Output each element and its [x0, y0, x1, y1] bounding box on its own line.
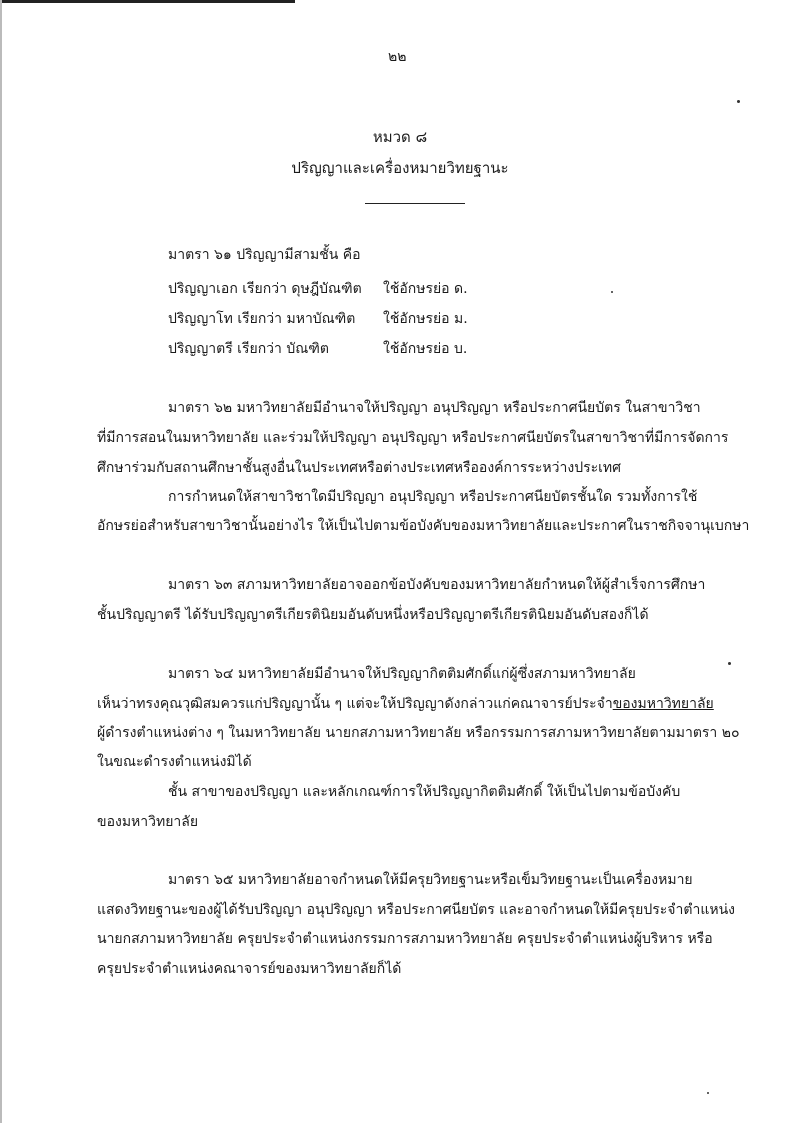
degree-doctor: ปริญญาเอก เรียกว่า ดุษฎีบัณฑิต: [168, 281, 362, 297]
degree-master: ปริญญาโท เรียกว่า มหาบัณฑิต: [168, 311, 356, 327]
section-64-line-3: ผู้ดำรงตำแหน่งต่าง ๆ ในมหาวิทยาลัย นายกสภามหาวิทยาลัย หรือกรรมการสภามหาวิทยาลัยตามมาตรา ๒๐: [97, 725, 740, 741]
section-64-line-2-text: เห็นว่าทรงคุณวุฒิสมควรแก่ปริญญานั้น ๆ แต่จะให้ปริญญาดังกล่าวแก่คณาจารย์ประจำ: [97, 696, 613, 712]
section-62-line-2: ที่มีการสอนในมหาวิทยาลัย และร่วมให้ปริญญา อนุปริญญา หรือประกาศนียบัตรในสาขาวิชาที่มีการจัดการ: [97, 430, 729, 446]
scan-speck: [728, 662, 731, 665]
section-62-line-1: มาตรา ๖๒ มหาวิทยาลัยมีอำนาจให้ปริญญา อนุปริญญา หรือประกาศนียบัตร ในสาขาวิชา: [168, 400, 701, 416]
abbr-master: ใช้อักษรย่อ ม.: [383, 311, 468, 327]
section-62-line-3: ศึกษาร่วมกับสถานศึกษาชั้นสูงอื่นในประเทศหรือต่างประเทศหรือองค์การระหว่างประเทศ: [97, 460, 622, 476]
abbr-doctor: ใช้อักษรย่อ ด.: [383, 281, 468, 297]
scan-speck: [737, 100, 740, 103]
section-65-line-4: ครุยประจำตำแหน่งคณาจารย์ของมหาวิทยาลัยก็ได้: [97, 961, 402, 977]
chapter-subtitle: ปริญญาและเครื่องหมายวิทยฐานะ: [291, 159, 509, 177]
section-63-line-2: ชั้นปริญญาตรี ได้รับปริญญาตรีเกียรตินิยมอันดับหนึ่งหรือปริญญาตรีเกียรตินิยมอันดับสองก็ได้: [97, 607, 649, 623]
title-divider: [365, 203, 465, 204]
degree-bachelor: ปริญญาตรี เรียกว่า บัณฑิต: [168, 341, 329, 357]
section-62-line-4: การกำหนดให้สาขาวิชาใดมีปริญญา อนุปริญญา หรือประกาศนียบัตรชั้นใด รวมทั้งการใช้: [168, 489, 698, 505]
section-64-line-1: มาตรา ๖๔ มหาวิทยาลัยมีอำนาจให้ปริญญากิตติมศักดิ์แก่ผู้ซึ่งสภามหาวิทยาลัย: [168, 666, 636, 682]
section-65-line-2: แสดงวิทยฐานะของผู้ได้รับปริญญา อนุปริญญา หรือประกาศนียบัตร และอาจกำหนดให้มีครุยประจำตำแหน่ง: [97, 902, 735, 918]
chapter-title: หมวด ๘: [372, 128, 428, 146]
section-64-line-5: ชั้น สาขาของปริญญา และหลักเกณฑ์การให้ปริญญากิตติมศักดิ์ ให้เป็นไปตามข้อบังคับ: [168, 784, 681, 800]
section-64-line-6: ของมหาวิทยาลัย: [97, 814, 199, 830]
page-number: ๒๒: [388, 49, 407, 65]
section-64-line-2-underlined: ของมหาวิทยาลัย: [612, 696, 714, 712]
section-62-line-5: อักษรย่อสำหรับสาขาวิชานั้นอย่างไร ให้เป็นไปตามข้อบังคับของมหาวิทยาลัยและประกาศในราชกิจจานุเบกษา: [97, 518, 750, 534]
section-63-line-1: มาตรา ๖๓ สภามหาวิทยาลัยอาจออกข้อบังคับของมหาวิทยาลัยกำหนดให้ผู้สำเร็จการศึกษา: [168, 577, 706, 593]
section-61-heading: มาตรา ๖๑ ปริญญามีสามชั้น คือ: [168, 247, 361, 263]
scan-speck: [707, 1092, 709, 1094]
abbr-bachelor: ใช้อักษรย่อ บ.: [383, 341, 468, 357]
scan-speck: [611, 291, 613, 293]
section-64-line-2: [97, 694, 714, 714]
section-64-line-4: ในขณะดำรงตำแหน่งมิได้: [97, 754, 252, 770]
section-65-line-1: มาตรา ๖๕ มหาวิทยาลัยอาจกำหนดให้มีครุยวิทยฐานะหรือเข็มวิทยฐานะเป็นเครื่องหมาย: [168, 872, 693, 888]
section-65-line-3: นายกสภามหาวิทยาลัย ครุยประจำตำแหน่งกรรมการสภามหาวิทยาลัย ครุยประจำตำแหน่งผู้บริหาร หรือ: [97, 931, 713, 947]
page-edge-top: [0, 0, 295, 3]
